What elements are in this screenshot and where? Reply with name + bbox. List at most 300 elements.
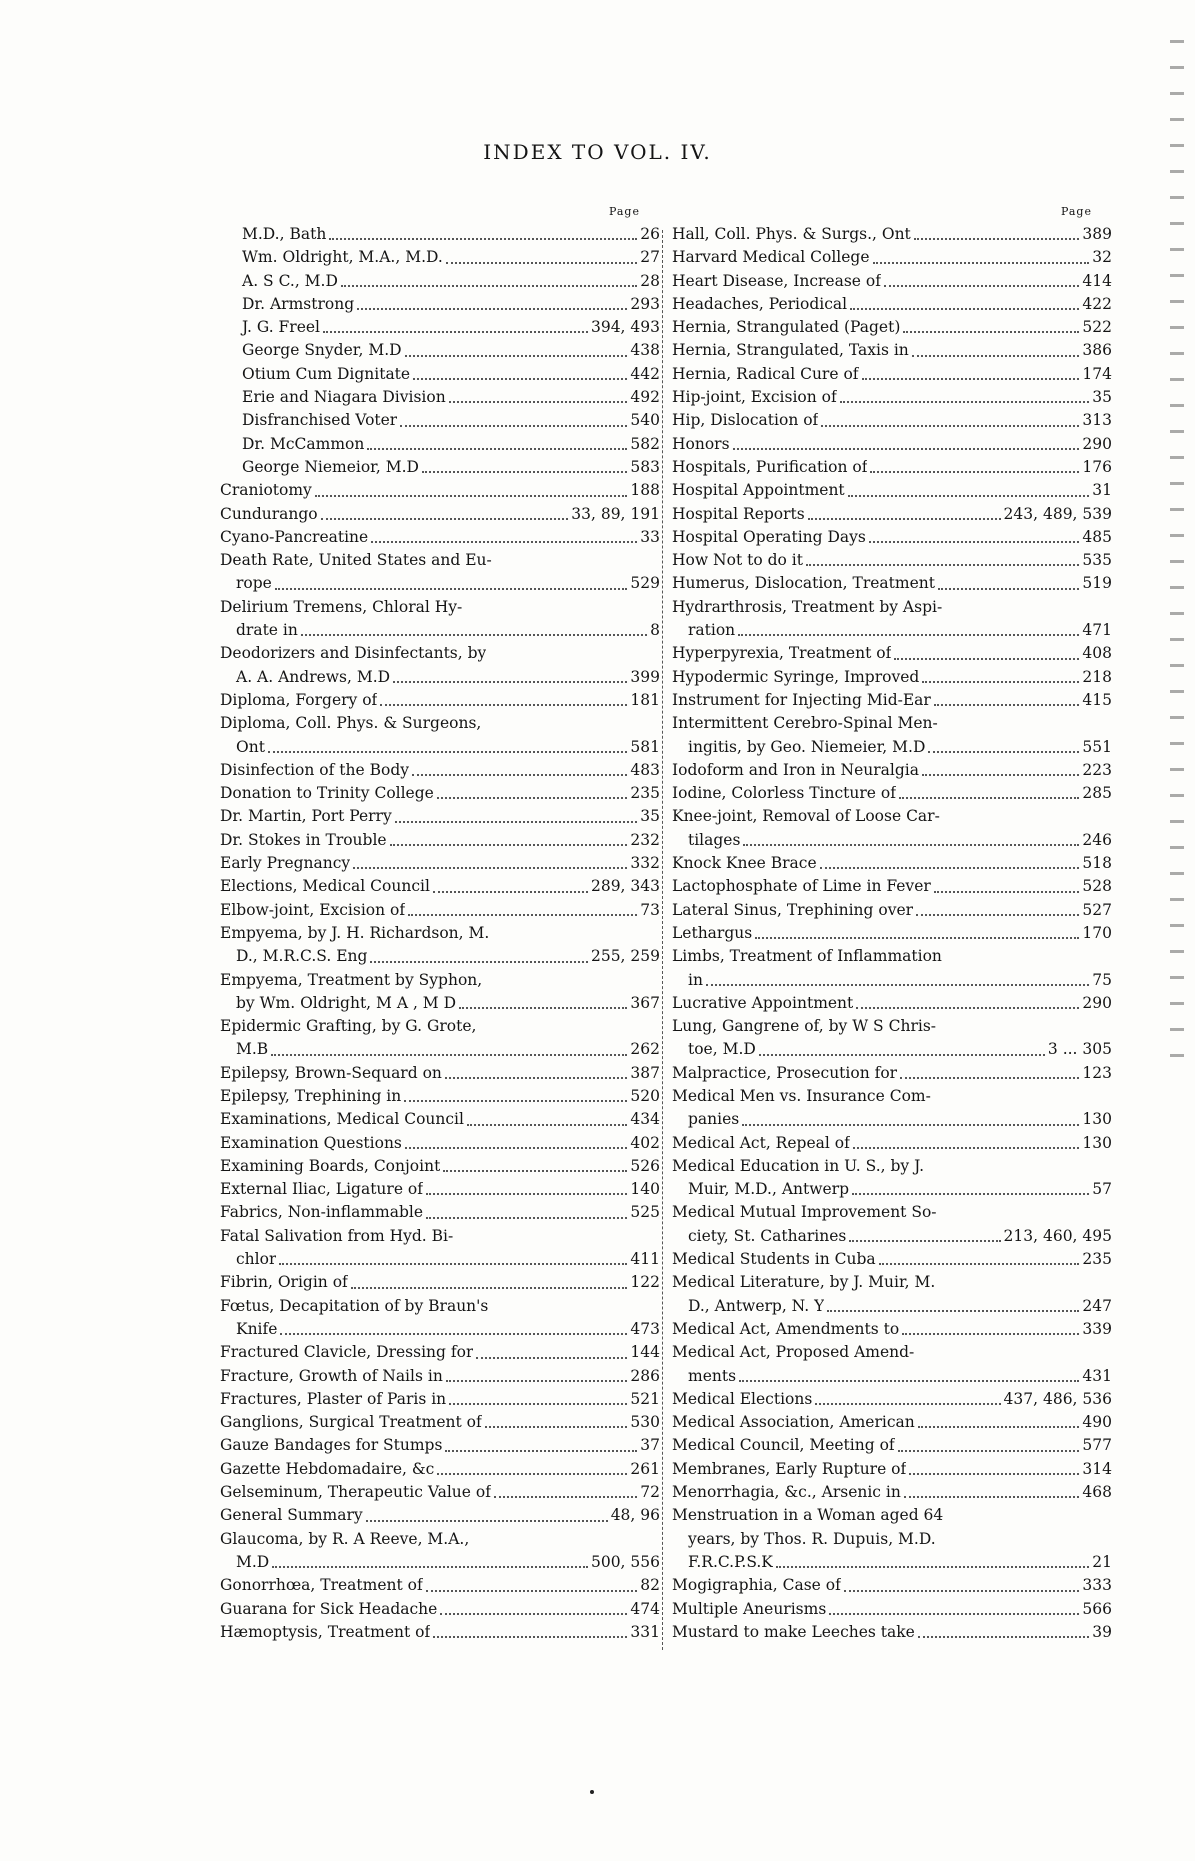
index-entry — [220, 1458, 660, 1481]
dot-leader — [426, 1201, 627, 1218]
entry-page-number: 289, 343 — [590, 877, 660, 896]
entry-text: Menorrhagia, &c., Arsenic in — [672, 1483, 901, 1502]
entry-text: Delirium Tremens, Chloral Hy- — [220, 597, 463, 616]
entry-page-number: 490 — [1082, 1413, 1112, 1432]
entry-page-number: 474 — [630, 1599, 660, 1618]
entry-page-number: 28 — [640, 271, 660, 290]
entry-page-number: 485 — [1082, 527, 1112, 546]
dot-leader — [301, 619, 647, 636]
entry-text: Donation to Trinity College — [220, 784, 434, 803]
entry-text: Headaches, Periodical — [672, 294, 848, 313]
entry-text: Hernia, Strangulated, Taxis in — [672, 341, 909, 360]
dot-leader — [916, 899, 1079, 916]
dot-leader — [850, 293, 1079, 310]
dot-leader — [928, 736, 1079, 753]
dot-leader — [815, 1388, 1000, 1405]
entry-text: Ont — [236, 737, 265, 756]
index-entry — [220, 409, 660, 432]
entry-text: Knock Knee Brace — [672, 854, 817, 873]
dot-leader — [821, 409, 1079, 426]
entry-page-number: 528 — [1082, 877, 1112, 896]
dot-leader — [869, 526, 1080, 543]
index-entry — [220, 666, 660, 689]
index-entry — [220, 1318, 660, 1341]
entry-text: Lung, Gangrene of, by W S Chris- — [672, 1017, 937, 1036]
entry-page-number: 529 — [630, 574, 660, 593]
dot-leader — [329, 223, 637, 240]
entry-text: Diploma, Coll. Phys. & Surgeons, — [220, 714, 482, 733]
entry-text: Fatal Salivation from Hyd. Bi- — [220, 1226, 454, 1245]
entry-text: Hernia, Radical Cure of — [672, 364, 859, 383]
dot-leader — [849, 1225, 1000, 1242]
index-entry — [220, 293, 660, 316]
index-entry — [220, 945, 660, 968]
entry-page-number: 535 — [1082, 551, 1112, 570]
entry-page-number: 235 — [1082, 1250, 1112, 1269]
dot-leader — [443, 1155, 627, 1172]
entry-text: Cundurango — [220, 504, 318, 523]
entry-text: Intermittent Cerebro-Spinal Men- — [672, 714, 938, 733]
entry-page-number: 176 — [1082, 457, 1112, 476]
entry-page-number: 130 — [1082, 1133, 1112, 1152]
entry-text: Muir, M.D., Antwerp — [688, 1180, 850, 1199]
dot-leader — [440, 1598, 627, 1615]
entry-text: Menstruation in a Woman aged 64 — [672, 1506, 944, 1525]
entry-page-number: 408 — [1082, 644, 1112, 663]
dot-leader — [275, 572, 628, 589]
index-entry — [672, 1085, 1112, 1108]
entry-page-number: 130 — [1082, 1110, 1112, 1129]
entry-text: Hypodermic Syringe, Improved — [672, 667, 920, 686]
entry-text: Hospital Operating Days — [672, 527, 866, 546]
index-entry — [220, 782, 660, 805]
dot-leader — [272, 1551, 588, 1568]
entry-text: ments — [688, 1366, 737, 1385]
entry-text: Fabrics, Non-inflammable — [220, 1203, 424, 1222]
index-entry — [220, 1574, 660, 1597]
dot-leader — [437, 782, 628, 799]
index-entry — [220, 596, 660, 619]
dot-leader — [449, 386, 628, 403]
dot-leader — [476, 1341, 627, 1358]
index-entry — [220, 1155, 660, 1178]
index-entry — [672, 409, 1112, 432]
dot-leader — [898, 1434, 1080, 1451]
index-entry — [220, 572, 660, 595]
entry-text: Mogigraphia, Case of — [672, 1576, 841, 1595]
index-entry — [672, 945, 1112, 968]
entry-text: Hydrarthrosis, Treatment by Aspi- — [672, 597, 943, 616]
dot-leader — [446, 246, 637, 263]
entry-page-number: 170 — [1082, 923, 1112, 942]
entry-text: Disfranchised Voter — [242, 411, 398, 430]
dot-leader — [413, 363, 627, 380]
entry-text: Medical Mutual Improvement So- — [672, 1203, 937, 1222]
entry-page-number: 27 — [640, 248, 660, 267]
entry-text: Mustard to make Leeches take — [672, 1622, 915, 1641]
dot-leader — [279, 1248, 627, 1265]
index-entry — [220, 736, 660, 759]
index-entry — [220, 1248, 660, 1271]
index-entry — [672, 1411, 1112, 1434]
entry-text: Gonorrhœa, Treatment of — [220, 1576, 423, 1595]
index-entry — [220, 642, 660, 665]
dot-leader — [738, 619, 1079, 636]
index-entry — [220, 1551, 660, 1574]
page-title: INDEX TO VOL. IV. — [483, 140, 712, 164]
index-entry — [220, 852, 660, 875]
entry-text: rope — [236, 574, 272, 593]
dot-leader — [422, 456, 627, 473]
dot-leader — [918, 1621, 1089, 1638]
entry-page-number: 399 — [630, 667, 660, 686]
dot-leader — [918, 1411, 1080, 1428]
entry-text: Medical Elections — [672, 1389, 813, 1408]
entry-text: Honors — [672, 434, 730, 453]
dot-leader — [755, 922, 1079, 939]
entry-text: Otium Cum Dignitate — [242, 364, 411, 383]
index-entry — [220, 829, 660, 852]
entry-text: A. A. Andrews, M.D — [236, 667, 391, 686]
entry-page-number: 414 — [1082, 271, 1112, 290]
entry-text: Humerus, Dislocation, Treatment — [672, 574, 935, 593]
entry-text: Death Rate, United States and Eu- — [220, 551, 492, 570]
entry-text: Dr. McCammon — [242, 434, 365, 453]
index-entry — [672, 1178, 1112, 1201]
index-entry — [220, 712, 660, 735]
entry-text: Disinfection of the Body — [220, 760, 410, 779]
entry-text: Dr. Stokes in Trouble — [220, 830, 387, 849]
entry-page-number: 566 — [1082, 1599, 1112, 1618]
index-entry — [220, 1481, 660, 1504]
entry-page-number: 394, 493 — [590, 318, 660, 337]
entry-text: Lactophosphate of Lime in Fever — [672, 877, 931, 896]
dot-leader — [395, 805, 638, 822]
entry-text: Hernia, Strangulated (Paget) — [672, 318, 901, 337]
index-entry — [220, 549, 660, 572]
entry-text: tilages — [688, 830, 741, 849]
index-entry — [220, 339, 660, 362]
page-column-heading: Page — [608, 205, 640, 218]
dot-leader — [853, 1132, 1080, 1149]
entry-page-number: 525 — [630, 1203, 660, 1222]
index-entry — [672, 1108, 1112, 1131]
entry-page-number: 290 — [1082, 993, 1112, 1012]
entry-page-number: 411 — [630, 1250, 660, 1269]
entry-text: J. G. Freel — [242, 318, 321, 337]
entry-text: Ganglions, Surgical Treatment of — [220, 1413, 482, 1432]
entry-page-number: 243, 489, 539 — [1003, 504, 1112, 523]
dot-leader — [341, 270, 637, 287]
entry-text: Hall, Coll. Phys. & Surgs., Ont — [672, 225, 911, 243]
dot-leader — [280, 1318, 627, 1335]
entry-text: Heart Disease, Increase of — [672, 271, 881, 290]
index-entry — [672, 246, 1112, 269]
index-entry-list — [672, 223, 1112, 1644]
dot-leader — [739, 1365, 1079, 1382]
entry-text: Knife — [236, 1319, 278, 1338]
index-entry — [672, 689, 1112, 712]
entry-text: Fibrin, Origin of — [220, 1273, 348, 1292]
index-entry — [672, 969, 1112, 992]
entry-text: Examining Boards, Conjoint — [220, 1156, 441, 1175]
dot-leader — [848, 479, 1090, 496]
entry-page-number: 218 — [1082, 667, 1112, 686]
entry-page-number: 290 — [1082, 434, 1112, 453]
dot-leader — [445, 1062, 628, 1079]
page-column-heading: Page — [1060, 205, 1092, 218]
index-entry — [220, 246, 660, 269]
index-entry — [220, 619, 660, 642]
entry-text: Wm. Oldright, M.A., M.D. — [242, 248, 443, 267]
entry-text: Epidermic Grafting, by G. Grote, — [220, 1017, 477, 1036]
entry-page-number: 140 — [630, 1180, 660, 1199]
dot-leader — [271, 1038, 627, 1055]
index-entry — [672, 666, 1112, 689]
entry-text: Medical Act, Proposed Amend- — [672, 1343, 915, 1362]
index-entry — [672, 922, 1112, 945]
entry-text: External Iliac, Ligature of — [220, 1180, 423, 1199]
dot-leader — [353, 852, 627, 869]
dot-leader — [902, 1318, 1079, 1335]
entry-page-number: 468 — [1082, 1483, 1112, 1502]
entry-text: Glaucoma, by R. A Reeve, M.A., — [220, 1529, 470, 1548]
entry-page-number: 181 — [630, 690, 660, 709]
entry-text: Examination Questions — [220, 1133, 402, 1152]
entry-page-number: 232 — [630, 830, 660, 849]
entry-page-number: 57 — [1092, 1180, 1112, 1199]
entry-text: Early Pregnancy — [220, 854, 351, 873]
index-entry — [672, 1504, 1112, 1527]
entry-text: Diploma, Forgery of — [220, 690, 378, 709]
index-entry — [672, 712, 1112, 735]
dot-leader — [934, 875, 1080, 892]
index-entry — [672, 1388, 1112, 1411]
entry-page-number: 21 — [1092, 1552, 1112, 1571]
entry-page-number: 520 — [630, 1086, 660, 1105]
index-entry — [220, 1598, 660, 1621]
dot-leader — [912, 339, 1080, 356]
dot-leader — [862, 363, 1080, 380]
index-entry — [672, 1271, 1112, 1294]
entry-page-number: 174 — [1082, 364, 1112, 383]
index-entry — [220, 1411, 660, 1434]
dot-leader — [844, 1574, 1080, 1591]
index-entry — [220, 1085, 660, 1108]
entry-text: toe, M.D — [688, 1040, 756, 1059]
entry-page-number: 26 — [640, 225, 660, 243]
entry-text: Elections, Medical Council — [220, 877, 430, 896]
index-entry — [672, 1621, 1112, 1644]
index-entry — [672, 1551, 1112, 1574]
entry-page-number: 32 — [1092, 248, 1112, 267]
entry-page-number: 262 — [630, 1040, 660, 1059]
index-entry — [672, 293, 1112, 316]
entry-page-number: 82 — [640, 1576, 660, 1595]
entry-page-number: 483 — [630, 760, 660, 779]
index-entry — [220, 270, 660, 293]
entry-text: General Summary — [220, 1506, 363, 1525]
dot-leader — [894, 642, 1079, 659]
dot-leader — [323, 316, 588, 333]
index-column-right — [672, 205, 1112, 1644]
index-entry — [672, 223, 1112, 246]
index-entry — [672, 572, 1112, 595]
index-entry — [672, 526, 1112, 549]
dot-leader — [938, 572, 1079, 589]
entry-page-number: 582 — [630, 434, 660, 453]
dot-leader — [405, 339, 628, 356]
entry-text: Elbow-joint, Excision of — [220, 900, 406, 919]
entry-page-number: 332 — [630, 854, 660, 873]
dot-leader — [367, 433, 627, 450]
entry-page-number: 72 — [640, 1483, 660, 1502]
index-entry — [220, 479, 660, 502]
entry-page-number: 123 — [1082, 1063, 1112, 1082]
dot-leader — [743, 829, 1079, 846]
dot-leader — [405, 1132, 628, 1149]
dot-leader — [393, 666, 627, 683]
entry-text: M.B — [236, 1040, 269, 1059]
entry-text: Guarana for Sick Headache — [220, 1599, 438, 1618]
dot-leader — [445, 1434, 637, 1451]
entry-page-number: 144 — [630, 1343, 660, 1362]
index-entry — [220, 1434, 660, 1457]
entry-page-number: 261 — [630, 1459, 660, 1478]
index-entry — [672, 1341, 1112, 1364]
entry-text: M.D., Bath — [242, 225, 327, 243]
entry-page-number: 223 — [1082, 760, 1112, 779]
entry-text: Fractured Clavicle, Dressing for — [220, 1343, 474, 1362]
entry-text: Dr. Armstrong — [242, 294, 355, 313]
entry-text: Examinations, Medical Council — [220, 1110, 464, 1129]
index-entry — [672, 782, 1112, 805]
index-entry — [672, 1481, 1112, 1504]
dot-leader — [840, 386, 1090, 403]
index-entry — [220, 922, 660, 945]
index-entry — [220, 759, 660, 782]
entry-text: D., M.R.C.S. Eng — [236, 947, 368, 966]
entry-page-number: 331 — [630, 1622, 660, 1641]
entry-text: ration — [688, 621, 736, 640]
entry-text: F.R.C.P.S.K — [688, 1552, 773, 1571]
entry-page-number: 577 — [1082, 1436, 1112, 1455]
index-entry — [220, 875, 660, 898]
index-entry — [672, 619, 1112, 642]
entry-text: Gauze Bandages for Stumps — [220, 1436, 443, 1455]
dot-leader — [733, 433, 1080, 450]
dot-leader — [315, 479, 628, 496]
index-column-left — [220, 205, 660, 1644]
entry-page-number: 8 — [650, 621, 660, 640]
index-entry — [220, 1271, 660, 1294]
dot-leader — [412, 759, 627, 776]
entry-page-number: 286 — [630, 1366, 660, 1385]
entry-page-number: 333 — [1082, 1576, 1112, 1595]
dot-leader — [494, 1481, 637, 1498]
dot-leader — [904, 1481, 1080, 1498]
dot-leader — [459, 992, 627, 1009]
dot-leader — [909, 1458, 1079, 1475]
entry-text: Limbs, Treatment of Inflammation — [672, 947, 942, 966]
entry-text: Medical Students in Cuba — [672, 1250, 876, 1269]
entry-text: A. S C., M.D — [242, 271, 338, 290]
index-entry — [220, 316, 660, 339]
index-entry — [672, 363, 1112, 386]
entry-text: George Niemeior, M.D — [242, 457, 419, 476]
entry-text: Lethargus — [672, 923, 753, 942]
index-entry — [220, 1388, 660, 1411]
entry-text: Dr. Martin, Port Perry — [220, 807, 392, 826]
index-entry — [672, 1038, 1112, 1061]
index-entry — [220, 1504, 660, 1527]
entry-text: How Not to do it — [672, 551, 803, 570]
entry-text: Medical Act, Repeal of — [672, 1133, 850, 1152]
dot-leader — [742, 1108, 1079, 1125]
entry-text: ciety, St. Catharines — [688, 1226, 847, 1245]
entry-text: Iodine, Colorless Tincture of — [672, 784, 896, 803]
index-entry — [220, 1621, 660, 1644]
margin-annotations — [1170, 40, 1184, 1060]
entry-page-number: 527 — [1082, 900, 1112, 919]
index-entry — [220, 1201, 660, 1224]
entry-text: Membranes, Early Rupture of — [672, 1459, 907, 1478]
index-entry — [220, 1038, 660, 1061]
entry-text: Lucrative Appointment — [672, 993, 854, 1012]
index-entry — [672, 642, 1112, 665]
entry-text: Multiple Aneurisms — [672, 1599, 827, 1618]
entry-page-number: 422 — [1082, 294, 1112, 313]
entry-page-number: 39 — [1092, 1622, 1112, 1641]
index-entry — [220, 1528, 660, 1551]
dot-leader — [485, 1411, 628, 1428]
dot-leader — [390, 829, 628, 846]
entry-text: Cyano-Pancreatine — [220, 527, 369, 546]
entry-text: Hospitals, Purification of — [672, 457, 868, 476]
dot-leader — [370, 945, 588, 962]
entry-page-number: 415 — [1082, 690, 1112, 709]
entry-text: Fracture, Growth of Nails in — [220, 1366, 443, 1385]
dot-leader — [852, 1178, 1089, 1195]
index-entry — [672, 386, 1112, 409]
dot-leader — [371, 526, 637, 543]
dot-leader — [426, 1178, 627, 1195]
dot-leader — [400, 409, 627, 426]
entry-page-number: 33, 89, 191 — [571, 504, 660, 523]
entry-text: Harvard Medical College — [672, 248, 870, 267]
entry-text: by Wm. Oldright, M A , M D — [236, 993, 457, 1012]
entry-text: D., Antwerp, N. Y — [688, 1296, 825, 1315]
entry-page-number: 246 — [1082, 830, 1112, 849]
entry-text: chlor — [236, 1250, 277, 1269]
entry-text: Hæmoptysis, Treatment of — [220, 1622, 431, 1641]
entry-text: Hyperpyrexia, Treatment of — [672, 644, 892, 663]
column-divider — [662, 230, 663, 1650]
entry-page-number: 31 — [1092, 481, 1112, 500]
entry-text: Malpractice, Prosecution for — [672, 1063, 898, 1082]
index-entry — [672, 1132, 1112, 1155]
entry-page-number: 285 — [1082, 784, 1112, 803]
index-entry-list — [220, 223, 660, 1644]
entry-page-number: 437, 486, 536 — [1003, 1389, 1112, 1408]
entry-page-number: 339 — [1082, 1319, 1112, 1338]
entry-page-number: 188 — [630, 481, 660, 500]
dot-leader — [934, 689, 1080, 706]
dot-leader — [903, 316, 1079, 333]
entry-page-number: 583 — [630, 457, 660, 476]
index-entry — [220, 526, 660, 549]
entry-page-number: 37 — [640, 1436, 660, 1455]
